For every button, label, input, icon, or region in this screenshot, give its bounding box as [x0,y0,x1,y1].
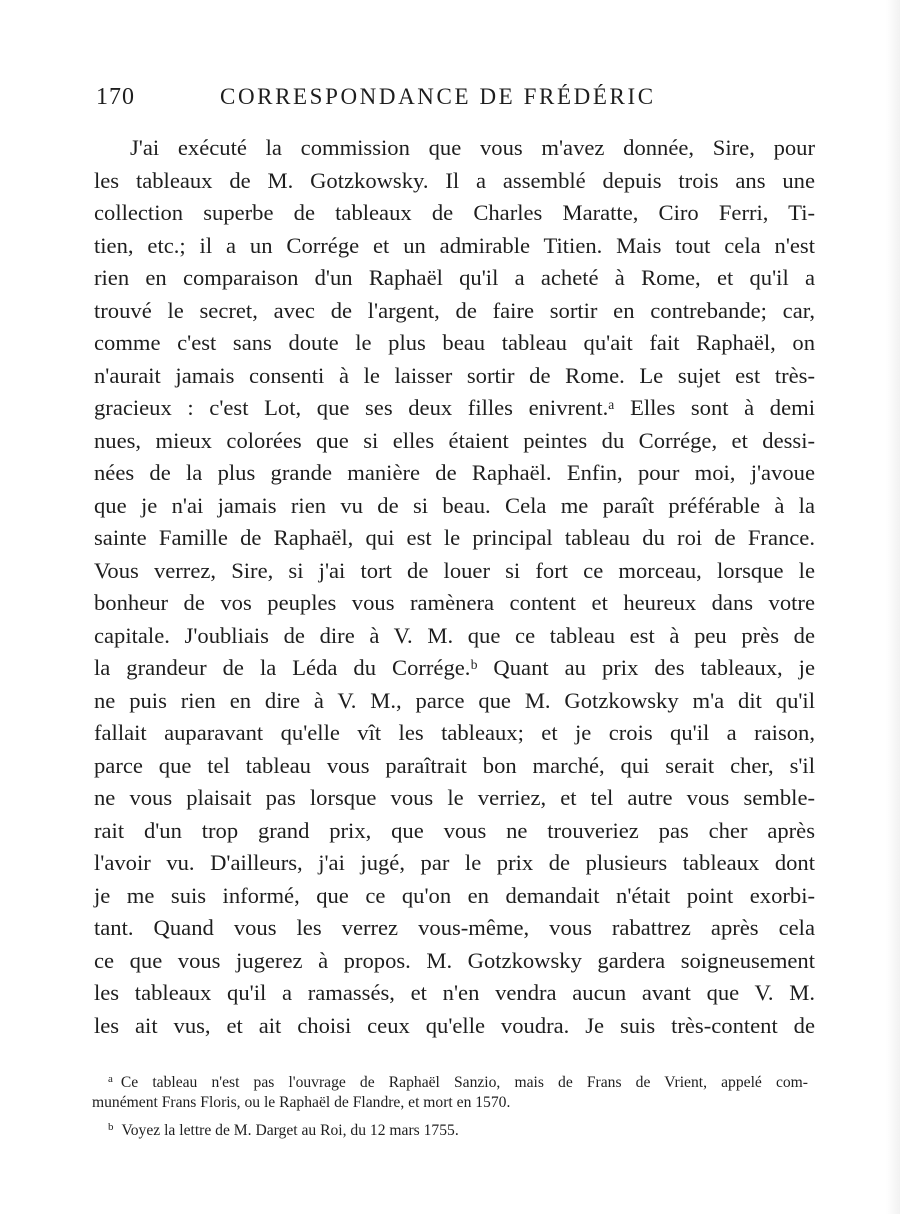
page-header [96,84,816,118]
text-line: parce que tel tableau vous paraîtrait bon marché, qui serait cher, s'il [94,752,815,778]
text-line: ce que vous jugerez à propos. M. Gotzkowsky gardera soigneusement [94,947,815,973]
text-line: l'avoir vu. D'ailleurs, j'ai jugé, par le prix de plusieurs tableaux dont [94,850,815,875]
text-line: tant. Quand vous les verrez vous-même, vous rabattrez après cela [94,915,815,940]
text-line: les tableaux qu'il a ramassés, et n'en vendra aucun avant que V. M. [94,980,815,1005]
page-number: 170 [96,84,135,110]
text-line: n'aurait jamais consenti à le laisser sortir de Rome. Le sujet est très- [94,362,815,388]
page-edge-shadow [886,0,900,1214]
running-title: CORRESPONDANCE DE FRÉDÉRIC [220,84,656,109]
text-line: trouvé le secret, avec de l'argent, de faire sortir en contrebande; car, [94,297,815,323]
text-line: fallait auparavant qu'elle vît les tableaux; et je crois qu'il a raison, [94,720,815,745]
text-line: comme c'est sans doute le plus beau tableau qu'ait fait Raphaël, on [94,330,815,355]
footnote-a-continued: munément Frans Floris, ou le Raphaël de Flandre, et mort en 1570. [92,1094,511,1111]
footnote-marker: a [108,1073,113,1085]
footnote-marker: b [108,1121,114,1133]
footnotes [92,1067,808,1139]
footnote-b [108,1115,808,1139]
footnote-text: Voyez la lettre de M. Darget au Roi, du 12 mars 1755. [121,1122,459,1139]
text-line: Vous verrez, Sire, si j'ai tort de louer si fort ce morceau, lorsque le [94,557,815,583]
text-line: les tableaux de M. Gotzkowsky. Il a assemblé depuis trois ans une [94,167,815,193]
letter-body [94,132,815,1042]
text-line: rien en comparaison d'un Raphaël qu'il a acheté à Rome, et qu'il a [94,265,815,290]
text-line: je me suis informé, que ce qu'on en demandait n'était point exorbi- [94,882,815,908]
text-line: ne puis rien en dire à V. M., parce que M. Gotzkowsky m'a dit qu'il [94,687,815,713]
footnote-a [108,1067,808,1091]
text-line: les ait vus, et ait choisi ceux qu'elle voudra. Je suis très-content de [94,1012,815,1038]
text-line: J'ai exécuté la commission que vous m'avez donnée, Sire, pour [130,135,815,160]
text-line: nées de la plus grande manière de Raphaël. Enfin, pour moi, j'avoue [94,460,815,485]
text-line: bonheur de vos peuples vous ramènera content et heureux dans votre [94,590,815,615]
text-line: sainte Famille de Raphaël, qui est le principal tableau du roi de France. [94,525,815,550]
text-line: nues, mieux colorées que si elles étaient peintes du Corrége, et dessi- [94,427,815,453]
text-line: gracieux : c'est Lot, que ses deux filles enivrent.ᵃ Elles sont à demi [94,395,815,420]
text-line: rait d'un trop grand prix, que vous ne trouveriez pas cher après [94,817,815,843]
text-line: la grandeur de la Léda du Corrége.ᵇ Quant au prix des tableaux, je [94,655,815,680]
text-line: capitale. J'oubliais de dire à V. M. que ce tableau est à peu près de [94,622,815,648]
text-line: tien, etc.; il a un Corrége et un admirable Titien. Mais tout cela n'est [94,232,815,258]
text-line: ne vous plaisait pas lorsque vous le verriez, et tel autre vous semble- [94,785,815,810]
text-line: collection superbe de tableaux de Charles Maratte, Ciro Ferri, Ti- [94,200,815,225]
text-line: que je n'ai jamais rien vu de si beau. Cela me paraît préférable à la [94,492,815,518]
footnote-text: Ce tableau n'est pas l'ouvrage de Raphaël Sanzio, mais de Frans de Vrient, appelé com- [120,1074,808,1091]
